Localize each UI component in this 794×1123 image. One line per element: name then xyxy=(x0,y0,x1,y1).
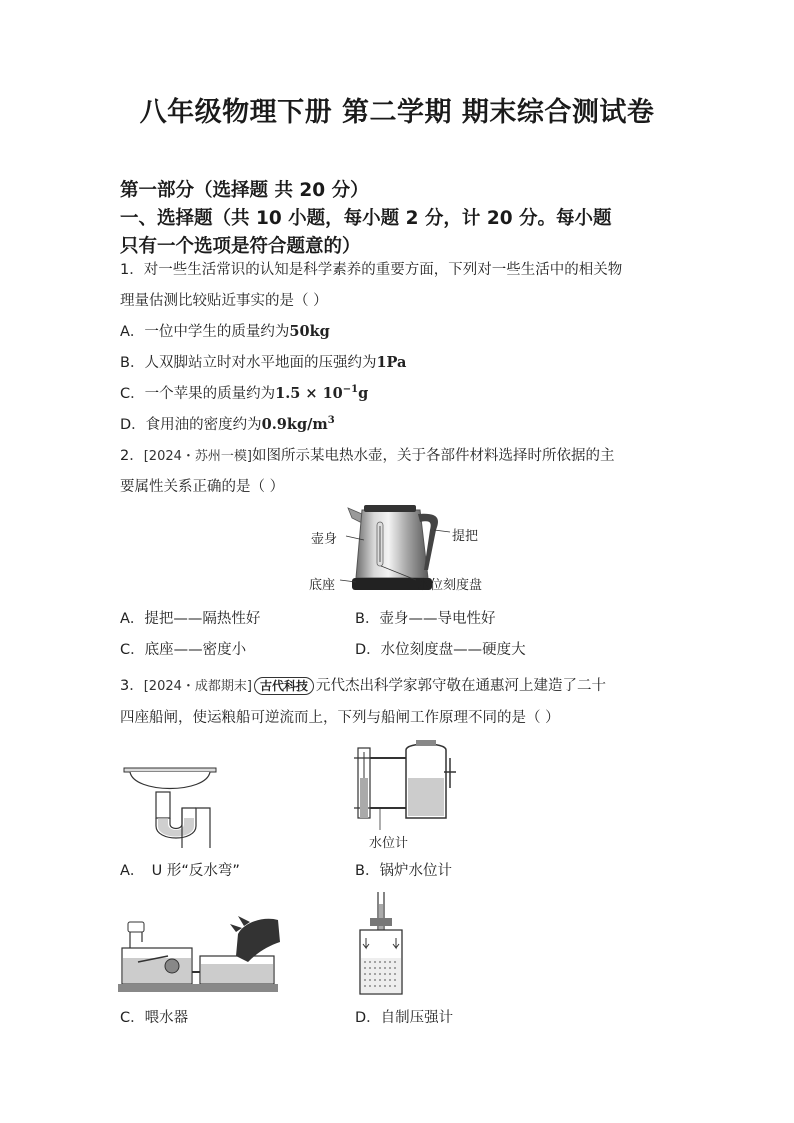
q2-option-c: C．底座——密度小 xyxy=(120,642,247,658)
q3-source: [2024・成都期末] xyxy=(143,679,252,694)
q1-stem-line1: 1．对一些生活常识的认知是科学素养的重要方面，下列对一些生活中的相关物 xyxy=(120,262,623,278)
kettle-label-handle: 提把 xyxy=(452,528,479,543)
q3-option-c: C．喂水器 xyxy=(120,1010,189,1026)
kettle-label-gauge: 水位刻度盘 xyxy=(417,577,483,592)
section-heading-line1: 一、选择题（共 10 小题，每小题 2 分，计 20 分。每小题 xyxy=(120,208,612,229)
boiler-gauge-label: 水位计 xyxy=(369,835,409,850)
pressure-gauge-figure xyxy=(354,890,414,1000)
q1-stem-line2: 理量估测比较贴近事实的是（ ） xyxy=(120,293,328,309)
q1-option-c: C．一个苹果的质量约为$1.5 \times 10^{-1}g$ xyxy=(120,384,369,402)
q2-source: [2024・苏州一模] xyxy=(143,449,252,464)
q1-option-a: A．一位中学生的质量约为50kg xyxy=(120,323,330,340)
kettle-label-body: 壶身 xyxy=(311,531,338,546)
q2-option-a: A．提把——隔热性好 xyxy=(120,611,261,627)
q2-option-d: D．水位刻度盘——硬度大 xyxy=(355,642,526,658)
section-heading-line2: 只有一个选项是符合题意的） xyxy=(120,236,361,257)
q3-option-a: A． U 形“反水弯” xyxy=(120,863,240,879)
part-heading: 第一部分（选择题 共 20 分） xyxy=(120,180,369,201)
q3-ancient-tech-tag: 古代科技 xyxy=(254,677,314,695)
q3-option-b: B．锅炉水位计 xyxy=(355,863,452,879)
document-title: 八年级物理下册 第二学期 期末综合测试卷 xyxy=(139,97,655,128)
q2-stem-line1: 2．[2024・苏州一模]如图所示某电热水壶，关于各部件材料选择时所依据的主 xyxy=(120,448,615,464)
q1-option-b: B．人双脚站立时对水平地面的压强约为1Pa xyxy=(120,354,407,371)
q3-stem-line1: 3．[2024・成都期末] 古代科技 元代杰出科学家郭守敬在通惠河上建造了二十 xyxy=(120,678,606,694)
q3-stem-line2: 四座船闸，使运粮船可逆流而上，下列与船闸工作原理不同的是（ ） xyxy=(120,710,560,726)
boiler-gauge-figure xyxy=(350,738,470,838)
q1-option-d: D．食用油的密度约为$0.9kg/m^3$ xyxy=(120,415,335,433)
q2-stem-line2: 要属性关系正确的是（ ） xyxy=(120,479,285,495)
q2-option-b: B．壶身——导电性好 xyxy=(355,611,496,627)
kettle-label-base: 底座 xyxy=(309,577,336,592)
u-trap-figure xyxy=(120,760,220,850)
q3-option-d: D．自制压强计 xyxy=(355,1010,454,1026)
water-feeder-figure xyxy=(118,912,284,996)
